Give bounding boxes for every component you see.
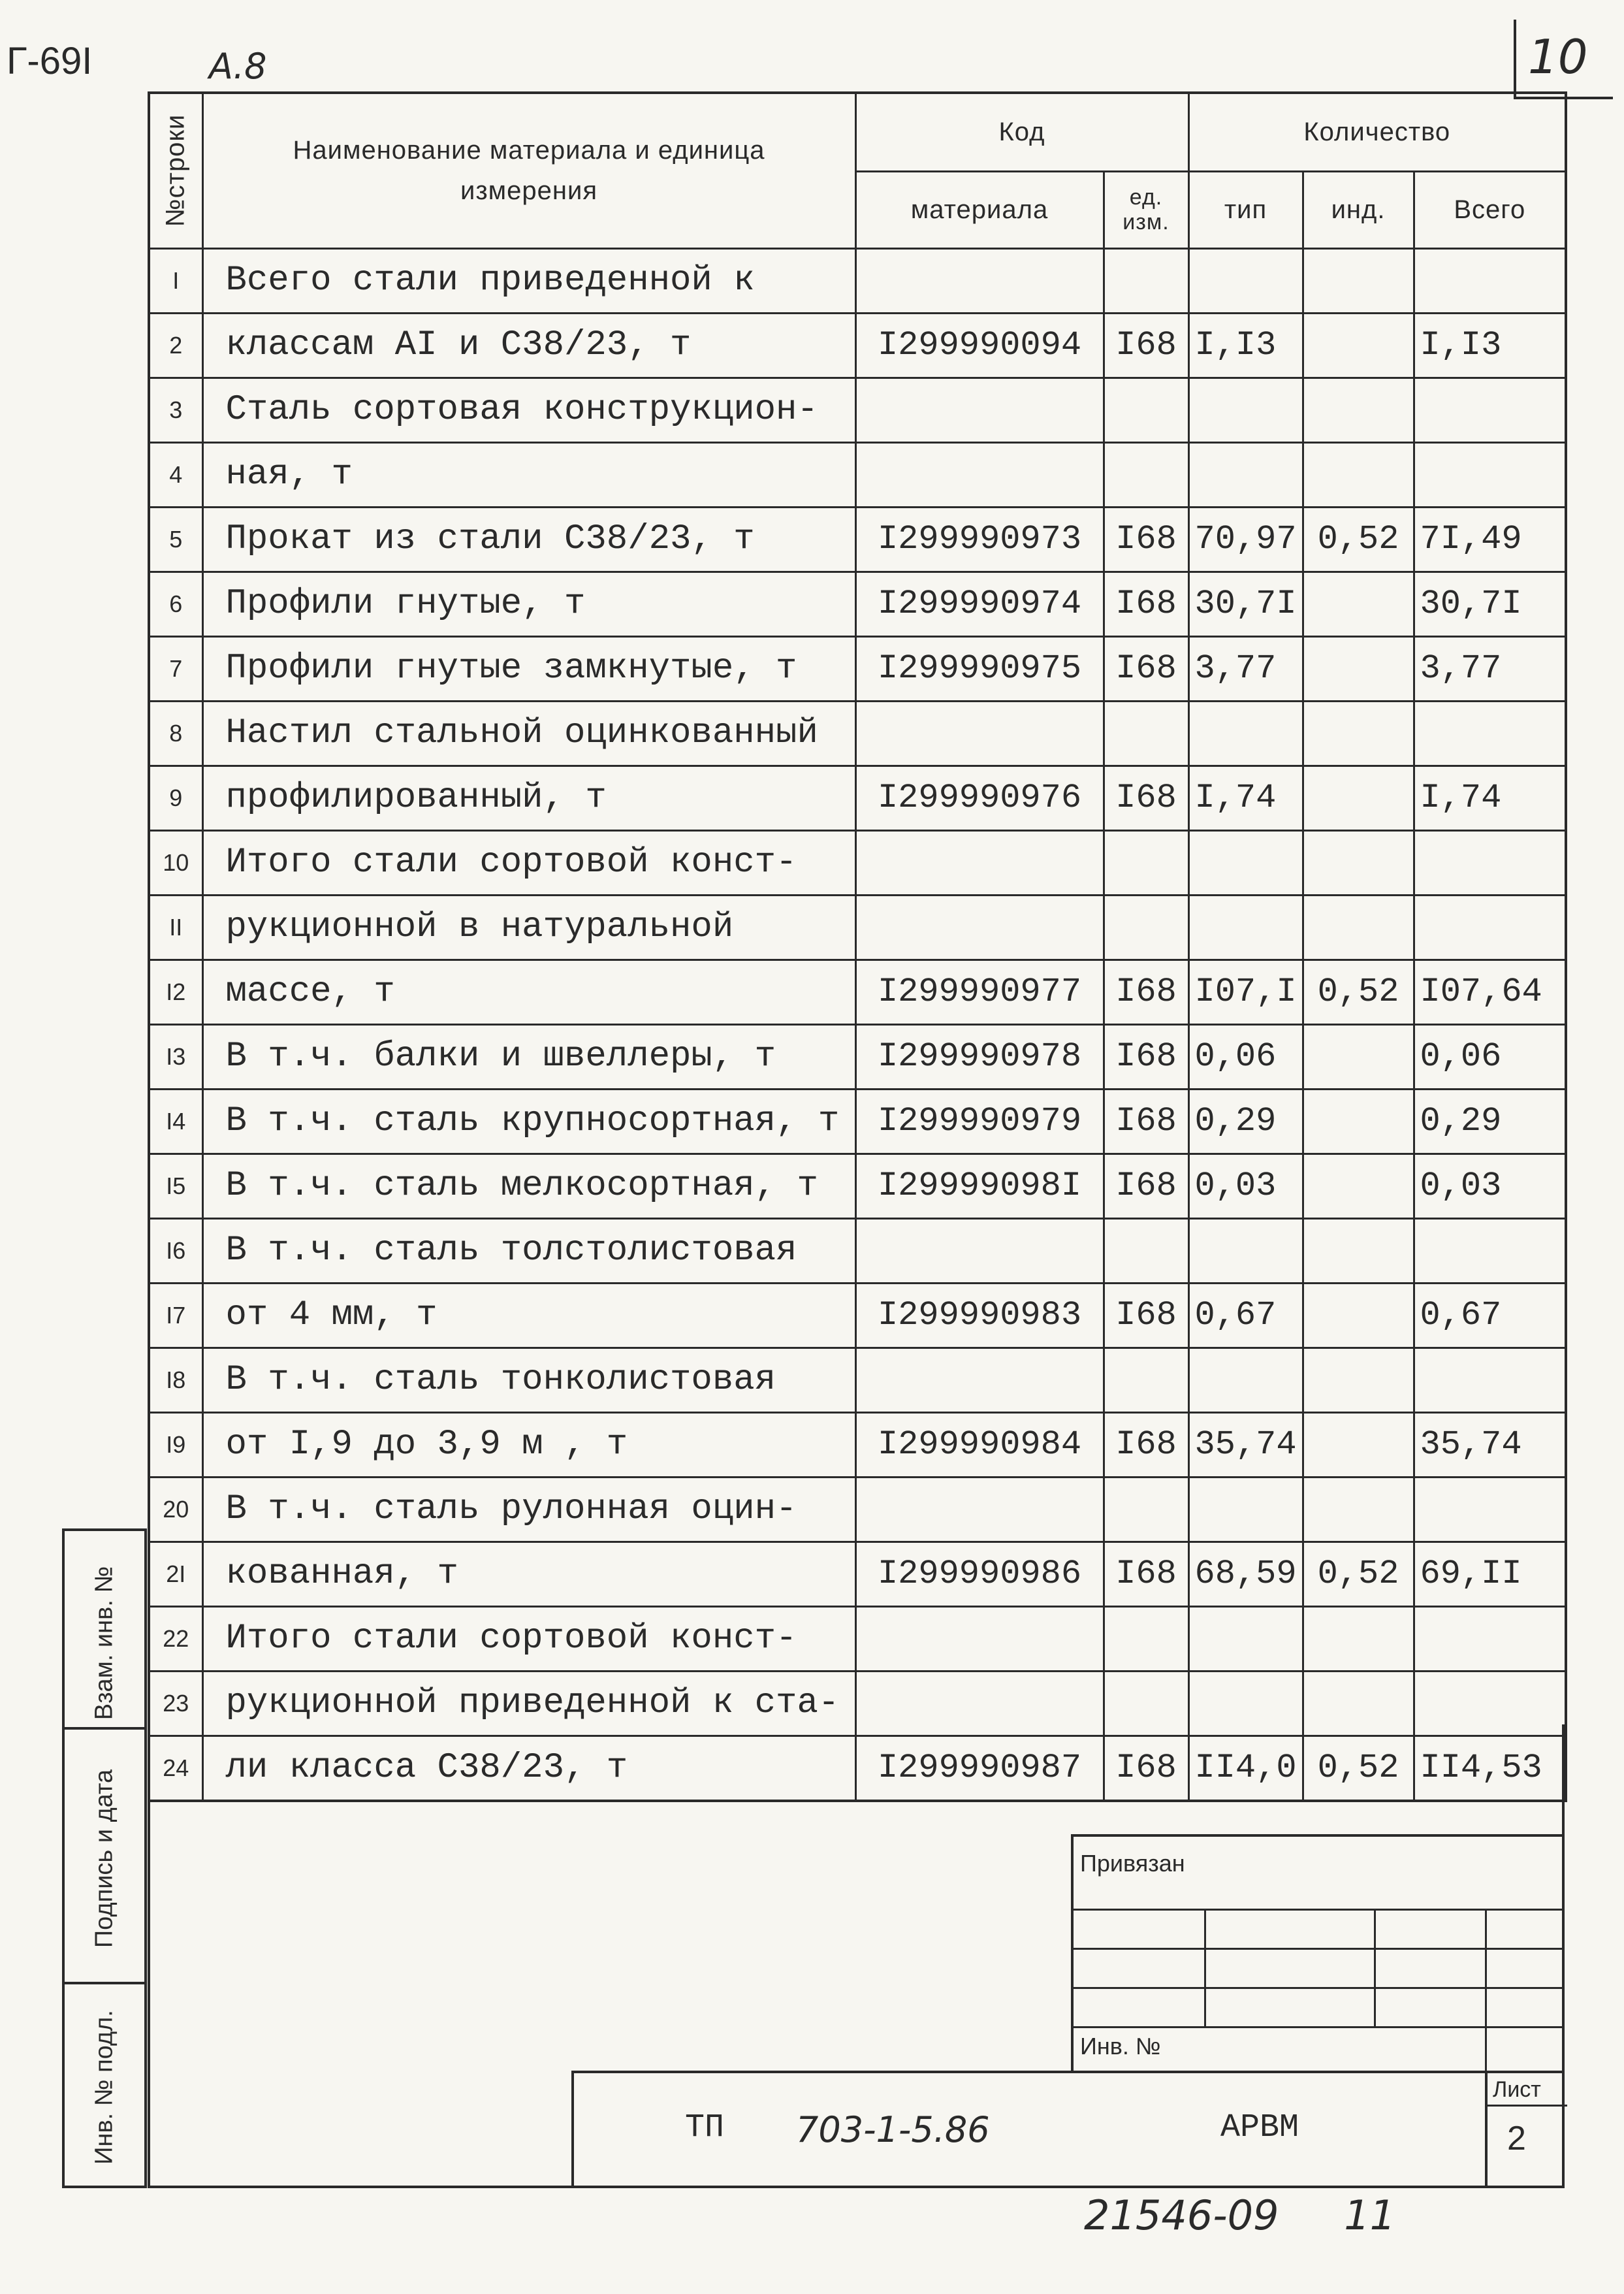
qty-type-cell <box>1188 1218 1303 1283</box>
material-code-header: материала <box>855 171 1104 248</box>
row-number-cell: 2 <box>149 313 202 378</box>
row-number-cell: 10 <box>149 830 202 895</box>
table-row <box>149 1348 1566 1412</box>
sheet-code: Г-69I <box>7 40 93 82</box>
unit-code-cell: I68 <box>1104 1154 1188 1218</box>
qty-total-cell <box>1414 830 1566 895</box>
qty-ind-cell <box>1303 830 1414 895</box>
table-row <box>149 1089 1566 1154</box>
table-row <box>149 1218 1566 1283</box>
unit-code-cell: I68 <box>1104 572 1188 636</box>
title-block <box>571 2071 1562 2188</box>
binding-divider <box>1374 1909 1376 2026</box>
unit-code-cell: I68 <box>1104 1736 1188 1801</box>
row-number-cell: 4 <box>149 442 202 507</box>
material-code-cell: I29999098I <box>855 1154 1104 1218</box>
unit-code-cell: I68 <box>1104 313 1188 378</box>
row-number-cell: 5 <box>149 507 202 572</box>
row-number-cell: I5 <box>149 1154 202 1218</box>
qty-type-cell: 0,67 <box>1188 1283 1303 1348</box>
table-row <box>149 248 1566 313</box>
sheet-cell-divider <box>1488 2105 1567 2107</box>
qty-ind-cell <box>1303 572 1414 636</box>
qty-total-cell: I,I3 <box>1414 313 1566 378</box>
table-row <box>149 1154 1566 1218</box>
qty-type-cell <box>1188 378 1303 442</box>
qty-ind-cell <box>1303 1477 1414 1542</box>
material-code-cell <box>855 895 1104 960</box>
binding-divider <box>1485 1909 1487 2073</box>
qty-ind-cell <box>1303 1606 1414 1671</box>
qty-total-cell: 0,03 <box>1414 1154 1566 1218</box>
row-number-cell: 20 <box>149 1477 202 1542</box>
material-name-cell: Прокат из стали С38/23, т <box>202 507 855 572</box>
qty-total-cell: I07,64 <box>1414 960 1566 1024</box>
binding-divider <box>1204 1909 1206 2026</box>
qty-total-cell: 0,29 <box>1414 1089 1566 1154</box>
table-row <box>149 830 1566 895</box>
material-code-cell: I299990977 <box>855 960 1104 1024</box>
material-code-cell: I299990978 <box>855 1024 1104 1089</box>
table-row <box>149 313 1566 378</box>
project-number: 703-1-5.86 <box>796 2109 990 2150</box>
qty-ind-cell <box>1303 1024 1414 1089</box>
qty-type-cell: II4,0 <box>1188 1736 1303 1801</box>
qty-total-cell: II4,53 <box>1414 1736 1566 1801</box>
qty-total-cell: 7I,49 <box>1414 507 1566 572</box>
unit-code-cell <box>1104 830 1188 895</box>
material-name-cell: рукционной приведенной к ста- <box>202 1671 855 1736</box>
table-row <box>149 507 1566 572</box>
table-row <box>149 766 1566 830</box>
qty-total-cell <box>1414 1606 1566 1671</box>
row-number-cell: 6 <box>149 572 202 636</box>
qty-total-cell: 0,67 <box>1414 1283 1566 1348</box>
qty-type-cell <box>1188 830 1303 895</box>
qty-total-cell <box>1414 378 1566 442</box>
drawing-set-code: АРВМ <box>1220 2109 1299 2146</box>
table-row <box>149 1606 1566 1671</box>
archive-page: 11 <box>1344 2191 1396 2239</box>
sheet-number: 2 <box>1507 2120 1526 2157</box>
archive-number: 21546-09 <box>1084 2191 1279 2239</box>
qty-total-cell <box>1414 1477 1566 1542</box>
table-row <box>149 378 1566 442</box>
table-row <box>149 895 1566 960</box>
unit-code-cell: I68 <box>1104 766 1188 830</box>
sheet-reference: А.8 <box>209 46 267 87</box>
unit-code-cell <box>1104 1606 1188 1671</box>
qty-ind-cell <box>1303 636 1414 701</box>
qty-total-cell <box>1414 248 1566 313</box>
qty-type-cell: 0,29 <box>1188 1089 1303 1154</box>
row-number-header: №строки <box>149 93 202 248</box>
row-number-cell: I4 <box>149 1089 202 1154</box>
table-row <box>149 1542 1566 1606</box>
unit-code-cell: I68 <box>1104 1024 1188 1089</box>
row-number-cell: 8 <box>149 701 202 766</box>
unit-code-cell <box>1104 701 1188 766</box>
linked-label: Привязан <box>1080 1850 1185 1877</box>
material-code-cell <box>855 1218 1104 1283</box>
material-code-cell: I299990974 <box>855 572 1104 636</box>
page-number: 10 <box>1528 29 1588 84</box>
qty-type-cell: 0,03 <box>1188 1154 1303 1218</box>
original-inventory-label: Инв. № подл. <box>90 2010 118 2165</box>
table-row <box>149 572 1566 636</box>
material-code-cell: I299990979 <box>855 1089 1104 1154</box>
unit-code-cell <box>1104 1477 1188 1542</box>
material-name-cell: ли класса С38/23, т <box>202 1736 855 1801</box>
material-name-cell: Всего стали приведенной к <box>202 248 855 313</box>
margin-stamp-strip <box>62 1528 147 2188</box>
material-name-cell: В т.ч. сталь крупносортная, т <box>202 1089 855 1154</box>
qty-ind-cell <box>1303 313 1414 378</box>
qty-ind-cell <box>1303 1348 1414 1412</box>
qty-ind-cell <box>1303 1089 1414 1154</box>
unit-code-cell <box>1104 1218 1188 1283</box>
project-prefix: ТП <box>685 2109 725 2146</box>
row-number-cell: I9 <box>149 1412 202 1477</box>
unit-code-cell: I68 <box>1104 1089 1188 1154</box>
qty-type-cell <box>1188 1348 1303 1412</box>
qty-type-cell <box>1188 248 1303 313</box>
material-code-cell <box>855 830 1104 895</box>
table-row <box>149 442 1566 507</box>
row-number-cell: I <box>149 248 202 313</box>
material-name-cell: кованная, т <box>202 1542 855 1606</box>
qty-total-cell: 3,77 <box>1414 636 1566 701</box>
qty-type-cell: 30,7I <box>1188 572 1303 636</box>
qty-ind-cell <box>1303 1154 1414 1218</box>
material-code-cell: I299990987 <box>855 1736 1104 1801</box>
material-code-cell: I299990094 <box>855 313 1104 378</box>
material-name-cell: от 4 мм, т <box>202 1283 855 1348</box>
table-row <box>149 1024 1566 1089</box>
row-number-cell: 9 <box>149 766 202 830</box>
qty-total-cell <box>1414 1218 1566 1283</box>
unit-header: ед. изм. <box>1104 171 1188 248</box>
qty-type-cell: 35,74 <box>1188 1412 1303 1477</box>
row-number-cell: 3 <box>149 378 202 442</box>
qty-type-cell: 3,77 <box>1188 636 1303 701</box>
unit-code-cell: I68 <box>1104 1283 1188 1348</box>
qty-ind-cell <box>1303 442 1414 507</box>
material-code-cell <box>855 1606 1104 1671</box>
qty-type-cell: I,74 <box>1188 766 1303 830</box>
code-group-header: Код <box>855 93 1188 171</box>
material-name-cell: ная, т <box>202 442 855 507</box>
qty-total-cell <box>1414 1348 1566 1412</box>
strip-divider <box>65 1982 144 1984</box>
archive-stamp <box>1084 2191 1395 2239</box>
qty-ind-cell <box>1303 701 1414 766</box>
qty-ind-cell <box>1303 248 1414 313</box>
sheet-cell <box>1485 2073 1567 2188</box>
unit-code-cell: I68 <box>1104 636 1188 701</box>
table-row <box>149 636 1566 701</box>
qty-ind-cell <box>1303 1218 1414 1283</box>
qty-ind-cell <box>1303 378 1414 442</box>
material-code-cell <box>855 442 1104 507</box>
material-code-cell: I299990984 <box>855 1412 1104 1477</box>
material-name-cell: В т.ч. балки и швеллеры, т <box>202 1024 855 1089</box>
qty-ind-cell: 0,52 <box>1303 960 1414 1024</box>
qty-type-cell: I07,I <box>1188 960 1303 1024</box>
row-number-cell: 22 <box>149 1606 202 1671</box>
material-name-cell: В т.ч. сталь мелкосортная, т <box>202 1154 855 1218</box>
material-code-cell <box>855 248 1104 313</box>
strip-divider <box>65 1727 144 1730</box>
qty-ind-cell <box>1303 895 1414 960</box>
binding-line <box>1074 1987 1562 1989</box>
table-row <box>149 1283 1566 1348</box>
row-number-cell: I7 <box>149 1283 202 1348</box>
row-number-cell: I8 <box>149 1348 202 1412</box>
type-header: тип <box>1188 171 1303 248</box>
table-row <box>149 960 1566 1024</box>
unit-code-cell <box>1104 442 1188 507</box>
material-name-cell: В т.ч. сталь рулонная оцин- <box>202 1477 855 1542</box>
qty-ind-cell: 0,52 <box>1303 507 1414 572</box>
binding-block <box>1071 1834 1562 2071</box>
qty-ind-cell <box>1303 1283 1414 1348</box>
row-number-cell: II <box>149 895 202 960</box>
material-name-cell: Сталь сортовая конструкцион- <box>202 378 855 442</box>
qty-total-cell: I,74 <box>1414 766 1566 830</box>
material-name-header: Наименование материала и единица измерения <box>202 93 855 248</box>
material-code-cell <box>855 1477 1104 1542</box>
qty-type-cell: I,I3 <box>1188 313 1303 378</box>
material-name-cell: Профили гнутые, т <box>202 572 855 636</box>
material-code-cell: I299990973 <box>855 507 1104 572</box>
replacement-inventory-label: Взам. инв. № <box>90 1566 118 1720</box>
material-name-cell: Настил стальной оцинкованный <box>202 701 855 766</box>
ind-header: инд. <box>1303 171 1414 248</box>
inventory-number-label: Инв. № <box>1080 2033 1161 2060</box>
material-code-cell: I299990983 <box>855 1283 1104 1348</box>
qty-type-cell <box>1188 1477 1303 1542</box>
unit-code-cell <box>1104 1348 1188 1412</box>
material-code-cell: I299990986 <box>855 1542 1104 1606</box>
qty-total-cell <box>1414 442 1566 507</box>
table-row <box>149 701 1566 766</box>
material-name-cell: классам АI и С38/23, т <box>202 313 855 378</box>
material-name-cell: Итого стали сортовой конст- <box>202 830 855 895</box>
unit-code-cell: I68 <box>1104 1412 1188 1477</box>
material-name-cell: Итого стали сортовой конст- <box>202 1606 855 1671</box>
material-name-cell: В т.ч. сталь толстолистовая <box>202 1218 855 1283</box>
sheet-label: Лист <box>1493 2077 1541 2102</box>
signature-date-label: Подпись и дата <box>90 1769 118 1948</box>
material-name-cell: Профили гнутые замкнутые, т <box>202 636 855 701</box>
total-header: Всего <box>1414 171 1566 248</box>
row-number-cell: 23 <box>149 1671 202 1736</box>
row-number-cell: I6 <box>149 1218 202 1283</box>
qty-total-cell <box>1414 895 1566 960</box>
material-code-cell <box>855 701 1104 766</box>
unit-code-cell <box>1104 248 1188 313</box>
qty-type-cell: 0,06 <box>1188 1024 1303 1089</box>
binding-line <box>1074 1948 1562 1950</box>
qty-total-cell: 0,06 <box>1414 1024 1566 1089</box>
row-number-cell: 24 <box>149 1736 202 1801</box>
table-row <box>149 1412 1566 1477</box>
unit-code-cell: I68 <box>1104 507 1188 572</box>
unit-code-cell: I68 <box>1104 1542 1188 1606</box>
row-number-cell: 2I <box>149 1542 202 1606</box>
material-name-cell: профилированный, т <box>202 766 855 830</box>
binding-line <box>1074 1909 1562 1911</box>
material-spec-table <box>148 91 1567 1802</box>
qty-type-cell <box>1188 1606 1303 1671</box>
qty-total-cell: 35,74 <box>1414 1412 1566 1477</box>
material-name-cell: от I,9 до 3,9 м , т <box>202 1412 855 1477</box>
qty-ind-cell <box>1303 766 1414 830</box>
qty-type-cell <box>1188 442 1303 507</box>
qty-type-cell: 70,97 <box>1188 507 1303 572</box>
material-name-cell: рукционной в натуральной <box>202 895 855 960</box>
material-code-cell <box>855 1348 1104 1412</box>
qty-ind-cell: 0,52 <box>1303 1736 1414 1801</box>
qty-ind-cell <box>1303 1412 1414 1477</box>
binding-line <box>1074 2026 1562 2028</box>
unit-code-cell: I68 <box>1104 960 1188 1024</box>
qty-total-cell: 69,II <box>1414 1542 1566 1606</box>
material-code-cell <box>855 378 1104 442</box>
qty-total-cell: 30,7I <box>1414 572 1566 636</box>
unit-code-cell <box>1104 895 1188 960</box>
qty-ind-cell: 0,52 <box>1303 1542 1414 1606</box>
material-name-cell: массе, т <box>202 960 855 1024</box>
qty-type-cell <box>1188 895 1303 960</box>
row-number-cell: I2 <box>149 960 202 1024</box>
qty-total-cell <box>1414 701 1566 766</box>
material-name-cell: В т.ч. сталь тонколистовая <box>202 1348 855 1412</box>
table-row <box>149 1477 1566 1542</box>
quantity-group-header: Количество <box>1188 93 1566 171</box>
row-number-cell: 7 <box>149 636 202 701</box>
qty-type-cell <box>1188 701 1303 766</box>
row-number-cell: I3 <box>149 1024 202 1089</box>
material-code-cell: I299990975 <box>855 636 1104 701</box>
qty-type-cell: 68,59 <box>1188 1542 1303 1606</box>
material-code-cell: I299990976 <box>855 766 1104 830</box>
unit-code-cell <box>1104 378 1188 442</box>
